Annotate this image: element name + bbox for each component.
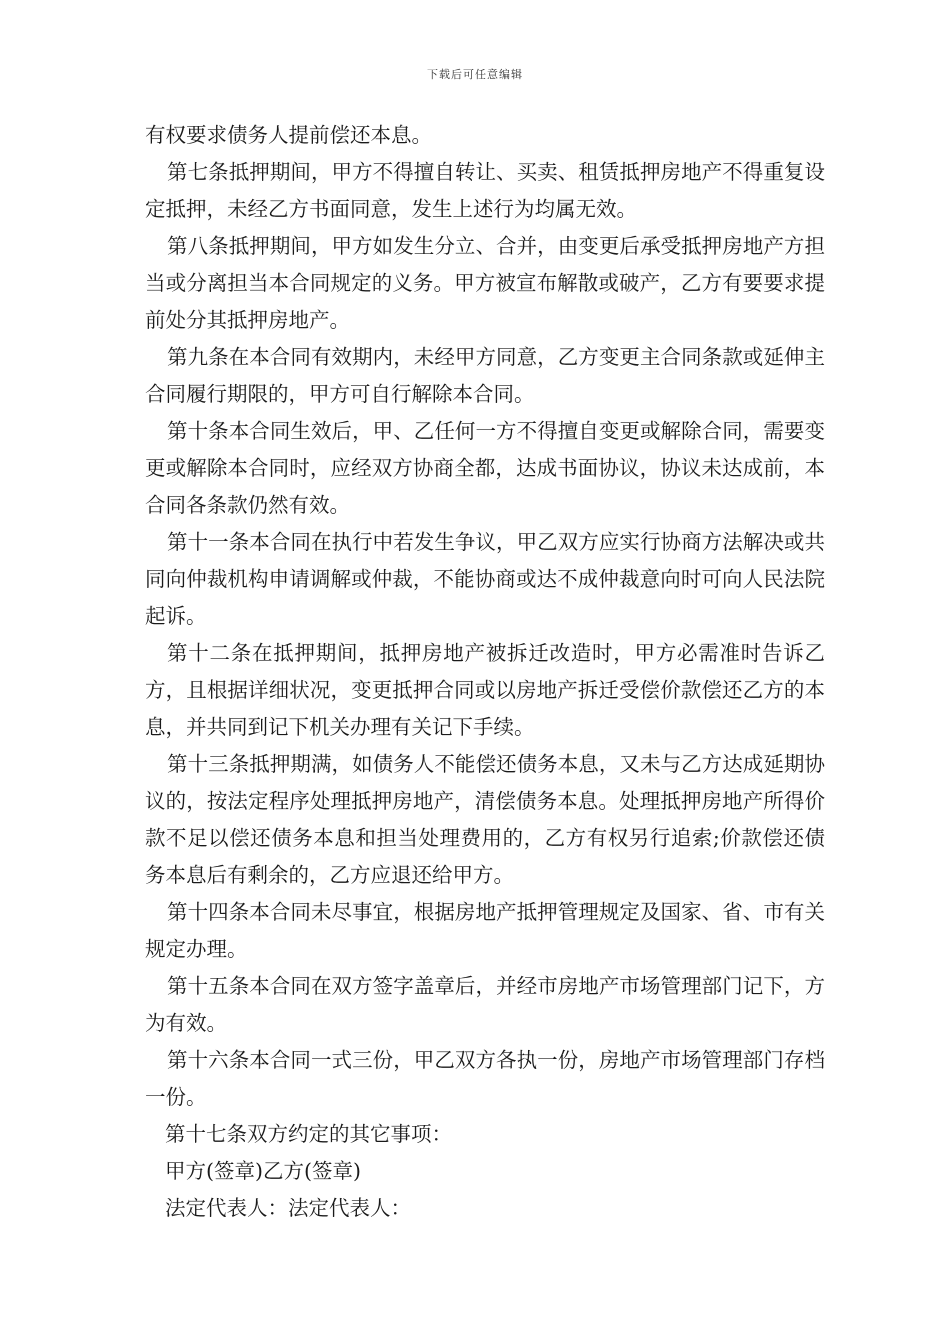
- representative-line: 法定代表人：法定代表人：: [165, 1196, 411, 1220]
- paragraph-article-11: 第十一条本合同在执行中若发生争议，甲乙双方应实行协商方法解决或共同向仲裁机构申请调解或仲裁，不能协商或达不成仲裁意向时可向人民法院起诉。: [145, 530, 825, 628]
- document-body: [145, 117, 825, 1227]
- paragraph-article-14: 第十四条本合同未尽事宜，根据房地产抵押管理规定及国家、省、市有关规定办理。: [145, 900, 825, 961]
- paragraph-article-17: 第十七条双方约定的其它事项：: [165, 1122, 452, 1146]
- paragraph-continuation: 有权要求债务人提前偿还本息。: [145, 123, 432, 147]
- paragraph-article-13: 第十三条抵押期满，如债务人不能偿还债务本息，又未与乙方达成延期协议的，按法定程序处理抵押房地产，清偿债务本息。处理抵押房地产所得价款不足以偿还债务本息和担当处理费用的，乙方有权另行追索;价款偿还债务本息后有剩余的，乙方应退还给甲方。: [145, 752, 825, 887]
- signature-line: 甲方(签章)乙方(签章): [165, 1159, 361, 1183]
- paragraph-article-10: 第十条本合同生效后，甲、乙任何一方不得擅自变更或解除合同，需要变更或解除本合同时，应经双方协商全都，达成书面协议，协议未达成前，本合同各条款仍然有效。: [145, 419, 825, 517]
- paragraph-article-8: 第八条抵押期间，甲方如发生分立、合并，由变更后承受抵押房地产方担当或分离担当本合同规定的义务。甲方被宣布解散或破产，乙方有要要求提前处分其抵押房地产。: [145, 234, 825, 332]
- paragraph-article-16: 第十六条本合同一式三份，甲乙双方各执一份，房地产市场管理部门存档一份。: [145, 1048, 825, 1109]
- header-note: 下载后可任意编辑: [427, 68, 523, 81]
- paragraph-article-12: 第十二条在抵押期间，抵押房地产被拆迁改造时，甲方必需准时告诉乙方，且根据详细状况，变更抵押合同或以房地产拆迁受偿价款偿还乙方的本息，并共同到记下机关办理有关记下手续。: [145, 641, 825, 739]
- paragraph-article-7: 第七条抵押期间，甲方不得擅自转让、买卖、租赁抵押房地产不得重复设定抵押，未经乙方书面同意，发生上述行为均属无效。: [145, 160, 825, 221]
- paragraph-article-9: 第九条在本合同有效期内，未经甲方同意，乙方变更主合同条款或延伸主合同履行期限的，甲方可自行解除本合同。: [145, 345, 825, 406]
- paragraph-article-15: 第十五条本合同在双方签字盖章后，并经市房地产市场管理部门记下，方为有效。: [145, 974, 825, 1035]
